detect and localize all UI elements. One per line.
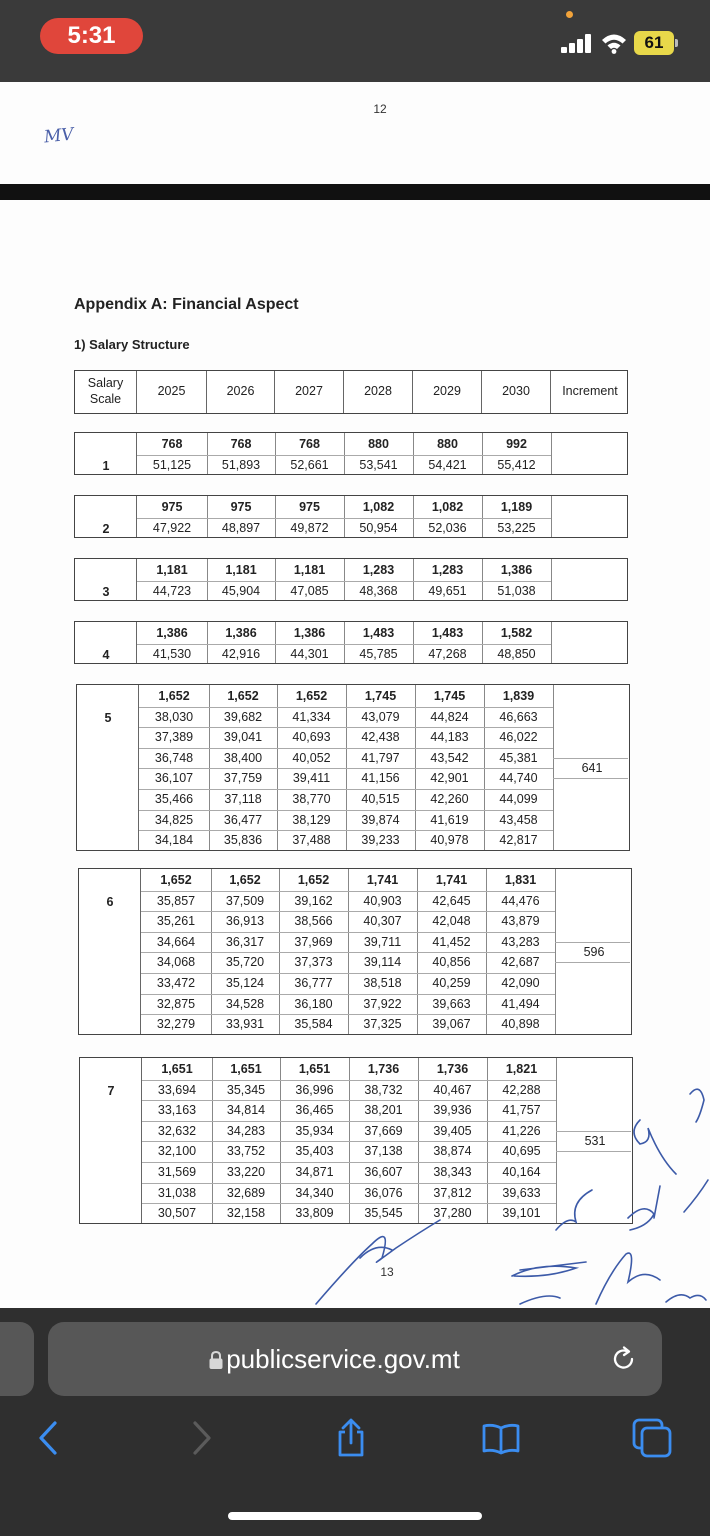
table-cell: 42,901 bbox=[430, 771, 469, 785]
scale-number: 6 bbox=[106, 894, 114, 909]
table-cell-minimum: 1,386 bbox=[225, 626, 257, 640]
table-cell: 42,645 bbox=[432, 894, 471, 908]
scale-number: 7 bbox=[107, 1083, 115, 1098]
table-cell: 46,022 bbox=[499, 730, 538, 744]
cellular-signal-icon bbox=[561, 33, 595, 53]
table-cell: 34,283 bbox=[226, 1124, 266, 1138]
table-cell-minimum: 1,651 bbox=[161, 1062, 193, 1076]
table-cell: 32,279 bbox=[156, 1017, 196, 1031]
increment-value: 596 bbox=[583, 945, 605, 959]
salary-scale-group bbox=[74, 495, 628, 538]
scale-number: 5 bbox=[104, 710, 112, 725]
table-cell-minimum: 1,651 bbox=[298, 1062, 331, 1076]
table-cell-minimum: 1,652 bbox=[295, 689, 328, 703]
table-cell-minimum: 1,651 bbox=[230, 1062, 262, 1076]
table-cell: 39,711 bbox=[363, 935, 402, 949]
table-cell: 39,411 bbox=[292, 771, 331, 785]
table-cell-minimum: 992 bbox=[506, 437, 527, 451]
table-cell: 42,687 bbox=[501, 955, 540, 969]
table-cell: 48,850 bbox=[497, 647, 536, 661]
table-cell: 54,421 bbox=[428, 458, 467, 472]
table-cell: 36,107 bbox=[154, 771, 194, 785]
table-cell: 44,740 bbox=[499, 771, 538, 785]
table-cell-minimum: 1,745 bbox=[364, 689, 397, 703]
table-cell: 38,400 bbox=[223, 751, 263, 765]
header-year: 2026 bbox=[207, 371, 275, 413]
forward-icon[interactable] bbox=[182, 1418, 222, 1458]
table-cell: 37,138 bbox=[364, 1144, 403, 1158]
table-cell-minimum: 1,652 bbox=[227, 689, 259, 703]
table-cell: 40,978 bbox=[430, 833, 469, 847]
table-cell: 38,343 bbox=[433, 1165, 472, 1179]
table-cell: 41,757 bbox=[502, 1103, 541, 1117]
table-cell: 31,038 bbox=[157, 1186, 197, 1200]
battery-icon bbox=[634, 31, 678, 55]
salary-scale-group bbox=[74, 432, 628, 475]
table-cell-minimum: 768 bbox=[299, 437, 320, 451]
table-cell: 36,913 bbox=[225, 914, 265, 928]
table-cell: 32,632 bbox=[157, 1124, 197, 1138]
table-cell: 37,509 bbox=[225, 894, 265, 908]
table-cell: 35,584 bbox=[294, 1017, 333, 1031]
table-cell: 49,872 bbox=[290, 521, 329, 535]
table-cell: 35,857 bbox=[156, 894, 196, 908]
table-cell: 34,528 bbox=[225, 997, 265, 1011]
table-cell: 36,748 bbox=[154, 751, 194, 765]
header-year: 2025 bbox=[137, 371, 207, 413]
table-cell: 35,720 bbox=[225, 955, 265, 969]
table-cell: 39,114 bbox=[363, 955, 402, 969]
table-cell: 35,466 bbox=[154, 792, 194, 806]
table-cell: 35,545 bbox=[364, 1206, 403, 1220]
header-year: 2029 bbox=[413, 371, 482, 413]
table-cell: 35,934 bbox=[295, 1124, 334, 1138]
salary-scale-group bbox=[74, 558, 628, 601]
page-separator bbox=[0, 184, 710, 200]
table-cell: 38,518 bbox=[363, 976, 402, 990]
table-cell: 42,817 bbox=[499, 833, 538, 847]
browser-chrome bbox=[0, 1308, 710, 1536]
table-cell: 39,101 bbox=[502, 1206, 541, 1220]
table-cell: 36,465 bbox=[295, 1103, 334, 1117]
table-cell: 39,233 bbox=[361, 833, 400, 847]
home-indicator[interactable] bbox=[228, 1512, 482, 1520]
table-cell: 33,752 bbox=[226, 1144, 266, 1158]
table-cell: 37,389 bbox=[154, 730, 194, 744]
privacy-indicator-dot bbox=[566, 11, 573, 18]
table-cell: 41,334 bbox=[292, 710, 331, 724]
table-cell: 44,301 bbox=[290, 647, 329, 661]
table-cell: 37,759 bbox=[223, 771, 263, 785]
table-cell: 35,261 bbox=[156, 914, 196, 928]
table-cell: 40,307 bbox=[363, 914, 402, 928]
table-cell: 47,922 bbox=[152, 521, 192, 535]
salary-scale-group bbox=[78, 868, 632, 1035]
table-cell: 34,340 bbox=[295, 1186, 334, 1200]
table-cell: 40,515 bbox=[361, 792, 400, 806]
header-year: 2027 bbox=[275, 371, 344, 413]
table-cell: 31,569 bbox=[157, 1165, 197, 1179]
table-cell: 37,325 bbox=[363, 1017, 402, 1031]
battery-level: 61 bbox=[634, 31, 674, 55]
table-cell: 40,052 bbox=[292, 751, 331, 765]
tabs-icon[interactable] bbox=[632, 1418, 672, 1458]
table-cell: 44,824 bbox=[430, 710, 469, 724]
table-cell: 39,162 bbox=[294, 894, 333, 908]
table-cell: 41,226 bbox=[502, 1124, 541, 1138]
table-cell: 40,903 bbox=[363, 894, 402, 908]
table-cell: 43,879 bbox=[501, 914, 540, 928]
back-icon[interactable] bbox=[28, 1418, 68, 1458]
table-cell: 44,476 bbox=[501, 894, 540, 908]
table-cell: 42,916 bbox=[221, 647, 261, 661]
appendix-title: Appendix A: Financial Aspect bbox=[74, 296, 299, 313]
table-cell: 41,156 bbox=[361, 771, 400, 785]
table-cell: 35,836 bbox=[223, 833, 263, 847]
document-viewer[interactable] bbox=[0, 82, 710, 1308]
table-cell: 48,897 bbox=[221, 521, 261, 535]
salary-scale-group bbox=[79, 1057, 633, 1224]
url-text[interactable]: publicservice.gov.mt bbox=[226, 1344, 460, 1374]
table-cell-minimum: 768 bbox=[161, 437, 183, 451]
table-cell-minimum: 1,189 bbox=[500, 500, 533, 514]
table-cell-minimum: 1,652 bbox=[158, 689, 190, 703]
table-cell-minimum: 1,821 bbox=[505, 1062, 538, 1076]
table-cell: 40,259 bbox=[432, 976, 471, 990]
table-cell: 36,777 bbox=[294, 976, 333, 990]
scale-number: 3 bbox=[102, 584, 110, 599]
table-cell-minimum: 1,082 bbox=[431, 500, 464, 514]
table-cell: 38,732 bbox=[364, 1083, 403, 1097]
table-cell: 35,403 bbox=[295, 1144, 334, 1158]
page-number-bottom: 13 bbox=[380, 1265, 394, 1279]
table-cell: 50,954 bbox=[359, 521, 398, 535]
table-cell: 30,507 bbox=[157, 1206, 197, 1220]
table-cell: 49,651 bbox=[428, 584, 467, 598]
table-cell-minimum: 975 bbox=[161, 500, 183, 514]
table-cell: 38,030 bbox=[154, 710, 194, 724]
wifi-icon bbox=[601, 32, 627, 54]
table-cell: 34,068 bbox=[156, 955, 196, 969]
previous-tab-preview[interactable] bbox=[0, 1322, 34, 1396]
section-subtitle: 1) Salary Structure bbox=[74, 337, 190, 352]
table-cell: 38,201 bbox=[364, 1103, 403, 1117]
table-cell: 44,723 bbox=[152, 584, 192, 598]
table-cell: 43,458 bbox=[499, 813, 538, 827]
table-cell-minimum: 1,741 bbox=[366, 873, 399, 887]
table-cell: 34,825 bbox=[154, 813, 194, 827]
table-cell: 32,875 bbox=[156, 997, 196, 1011]
table-cell: 40,164 bbox=[502, 1165, 541, 1179]
table-cell: 36,607 bbox=[364, 1165, 403, 1179]
table-cell: 39,874 bbox=[361, 813, 400, 827]
table-cell-minimum: 880 bbox=[368, 437, 389, 451]
table-cell: 53,225 bbox=[497, 521, 536, 535]
table-cell: 40,856 bbox=[432, 955, 471, 969]
table-cell: 43,283 bbox=[501, 935, 540, 949]
table-cell: 48,368 bbox=[359, 584, 398, 598]
salary-scale-group bbox=[74, 621, 628, 664]
table-cell: 44,183 bbox=[430, 730, 469, 744]
table-cell: 34,871 bbox=[295, 1165, 334, 1179]
table-header bbox=[74, 370, 628, 414]
table-cell: 39,633 bbox=[502, 1186, 541, 1200]
table-cell-minimum: 1,831 bbox=[504, 873, 537, 887]
table-cell-minimum: 1,736 bbox=[367, 1062, 400, 1076]
table-cell-minimum: 1,652 bbox=[229, 873, 261, 887]
table-cell: 37,488 bbox=[292, 833, 331, 847]
table-cell: 33,809 bbox=[295, 1206, 334, 1220]
table-cell-minimum: 1,652 bbox=[297, 873, 330, 887]
table-cell: 42,048 bbox=[432, 914, 471, 928]
table-cell-minimum: 1,283 bbox=[431, 563, 464, 577]
table-cell: 34,814 bbox=[226, 1103, 266, 1117]
table-cell-minimum: 1,839 bbox=[502, 689, 535, 703]
table-cell: 37,280 bbox=[433, 1206, 472, 1220]
table-cell: 46,663 bbox=[499, 710, 538, 724]
table-cell-minimum: 1,741 bbox=[435, 873, 468, 887]
table-cell: 40,693 bbox=[292, 730, 331, 744]
table-cell: 37,969 bbox=[294, 935, 333, 949]
table-cell: 38,129 bbox=[292, 813, 331, 827]
table-cell: 37,922 bbox=[363, 997, 402, 1011]
clock-time[interactable]: 5:31 bbox=[40, 18, 143, 54]
table-cell-minimum: 975 bbox=[299, 500, 320, 514]
scale-number: 1 bbox=[102, 458, 110, 473]
table-cell-minimum: 1,181 bbox=[225, 563, 257, 577]
increment-value: 641 bbox=[581, 761, 603, 775]
table-cell: 47,085 bbox=[290, 584, 329, 598]
table-cell: 38,566 bbox=[294, 914, 333, 928]
table-cell: 37,118 bbox=[224, 792, 262, 806]
table-cell-minimum: 1,582 bbox=[500, 626, 533, 640]
table-cell: 34,664 bbox=[156, 935, 196, 949]
table-cell: 40,898 bbox=[501, 1017, 540, 1031]
table-cell-minimum: 1,181 bbox=[156, 563, 188, 577]
table-cell: 47,268 bbox=[428, 647, 467, 661]
handwritten-initials: MV bbox=[43, 124, 75, 148]
table-cell: 38,770 bbox=[292, 792, 331, 806]
table-cell: 33,694 bbox=[157, 1083, 197, 1097]
table-cell: 38,874 bbox=[433, 1144, 472, 1158]
table-cell: 44,099 bbox=[499, 792, 538, 806]
table-cell: 51,893 bbox=[221, 458, 261, 472]
increment-value: 531 bbox=[584, 1134, 606, 1148]
table-cell-minimum: 880 bbox=[437, 437, 458, 451]
table-cell-minimum: 975 bbox=[230, 500, 252, 514]
table-cell: 45,785 bbox=[359, 647, 398, 661]
page-number-top: 12 bbox=[373, 102, 387, 116]
table-cell: 39,067 bbox=[432, 1017, 471, 1031]
share-icon[interactable] bbox=[331, 1418, 371, 1458]
table-cell: 36,996 bbox=[295, 1083, 334, 1097]
table-cell: 37,812 bbox=[433, 1186, 472, 1200]
header-salary-scale: Salary Scale bbox=[75, 371, 137, 413]
table-cell-minimum: 1,283 bbox=[362, 563, 395, 577]
table-cell-minimum: 1,736 bbox=[436, 1062, 469, 1076]
table-cell: 32,100 bbox=[157, 1144, 197, 1158]
table-cell: 55,412 bbox=[497, 458, 536, 472]
table-cell: 41,452 bbox=[432, 935, 471, 949]
table-cell: 36,180 bbox=[294, 997, 333, 1011]
table-cell: 53,541 bbox=[359, 458, 398, 472]
table-cell: 36,317 bbox=[225, 935, 265, 949]
table-cell-minimum: 1,483 bbox=[431, 626, 464, 640]
table-cell: 39,663 bbox=[432, 997, 471, 1011]
table-cell-minimum: 1,181 bbox=[293, 563, 326, 577]
table-cell: 40,467 bbox=[433, 1083, 472, 1097]
scale-number: 4 bbox=[102, 647, 110, 662]
table-cell: 37,669 bbox=[364, 1124, 403, 1138]
table-cell: 33,220 bbox=[226, 1165, 266, 1179]
table-cell: 52,661 bbox=[290, 458, 329, 472]
table-cell: 33,931 bbox=[225, 1017, 265, 1031]
table-cell: 42,260 bbox=[430, 792, 469, 806]
table-cell: 41,797 bbox=[361, 751, 400, 765]
status-bar bbox=[0, 0, 710, 82]
table-cell-minimum: 768 bbox=[230, 437, 252, 451]
table-cell: 42,438 bbox=[361, 730, 400, 744]
table-cell: 39,936 bbox=[433, 1103, 472, 1117]
table-cell: 42,288 bbox=[502, 1083, 541, 1097]
table-cell-minimum: 1,386 bbox=[156, 626, 188, 640]
table-cell-minimum: 1,386 bbox=[500, 563, 533, 577]
table-cell: 43,079 bbox=[361, 710, 400, 724]
table-cell: 36,477 bbox=[223, 813, 263, 827]
table-cell: 32,158 bbox=[226, 1206, 266, 1220]
table-cell: 42,090 bbox=[501, 976, 540, 990]
table-cell: 33,163 bbox=[157, 1103, 197, 1117]
reload-icon[interactable] bbox=[610, 1345, 638, 1373]
table-cell: 45,381 bbox=[499, 751, 538, 765]
table-cell: 33,472 bbox=[156, 976, 196, 990]
table-cell: 52,036 bbox=[428, 521, 467, 535]
table-cell: 39,682 bbox=[223, 710, 263, 724]
header-year: 2028 bbox=[344, 371, 413, 413]
table-cell: 51,125 bbox=[152, 458, 192, 472]
address-bar[interactable] bbox=[48, 1322, 662, 1396]
table-cell: 39,405 bbox=[433, 1124, 472, 1138]
table-cell: 34,184 bbox=[154, 833, 194, 847]
table-cell-minimum: 1,386 bbox=[293, 626, 326, 640]
table-cell-minimum: 1,652 bbox=[160, 873, 192, 887]
table-cell-minimum: 1,745 bbox=[433, 689, 466, 703]
table-cell: 37,373 bbox=[294, 955, 333, 969]
table-cell: 36,076 bbox=[364, 1186, 403, 1200]
table-cell: 39,041 bbox=[223, 730, 263, 744]
salary-scale-group bbox=[76, 684, 630, 851]
table-cell: 32,689 bbox=[226, 1186, 266, 1200]
table-cell: 41,619 bbox=[430, 813, 469, 827]
table-cell: 35,124 bbox=[225, 976, 265, 990]
table-cell-minimum: 1,483 bbox=[362, 626, 395, 640]
table-cell: 41,494 bbox=[501, 997, 540, 1011]
scale-number: 2 bbox=[102, 521, 110, 536]
table-cell: 35,345 bbox=[226, 1083, 266, 1097]
header-year: 2030 bbox=[482, 371, 551, 413]
table-cell: 41,530 bbox=[152, 647, 192, 661]
table-cell: 40,695 bbox=[502, 1144, 541, 1158]
table-cell: 45,904 bbox=[221, 584, 261, 598]
table-cell: 51,038 bbox=[497, 584, 536, 598]
header-increment: Increment bbox=[562, 384, 618, 399]
table-cell-minimum: 1,082 bbox=[362, 500, 395, 514]
bookmarks-icon[interactable] bbox=[481, 1418, 521, 1458]
table-cell: 43,542 bbox=[430, 751, 469, 765]
